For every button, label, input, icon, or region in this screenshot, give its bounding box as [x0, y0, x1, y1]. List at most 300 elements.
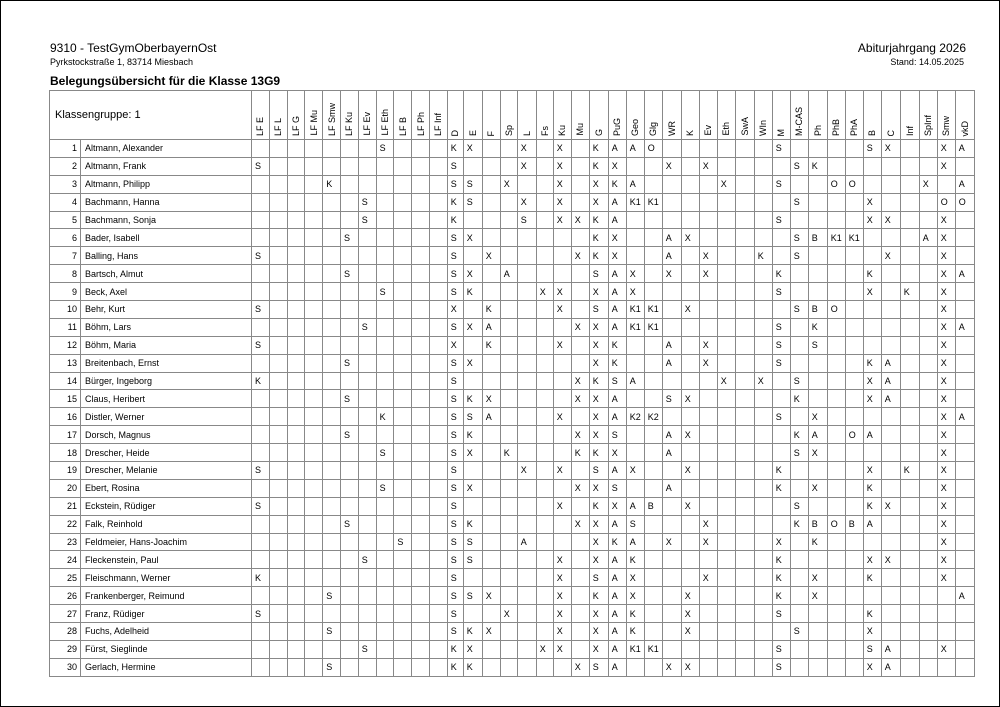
course-cell: X — [626, 265, 644, 283]
course-cell — [376, 551, 394, 569]
row-number: 16 — [50, 408, 81, 426]
course-cell: K — [772, 479, 790, 497]
column-header — [881, 91, 900, 140]
course-cell: X — [681, 301, 699, 319]
course-cell — [340, 372, 358, 390]
course-cell — [955, 247, 974, 265]
course-cell — [269, 587, 287, 605]
course-cell — [571, 551, 589, 569]
student-name: Drescher, Heide — [81, 444, 252, 462]
course-cell — [790, 175, 808, 193]
course-cell: X — [937, 640, 955, 658]
course-cell — [536, 623, 553, 641]
course-cell: K — [589, 211, 608, 229]
course-cell — [754, 497, 772, 515]
course-cell — [482, 265, 500, 283]
course-cell: X — [463, 444, 482, 462]
course-cell — [845, 211, 863, 229]
course-cell: K — [589, 497, 608, 515]
course-cell — [252, 640, 270, 658]
course-cell — [305, 283, 323, 301]
course-cell — [500, 140, 517, 158]
row-number: 17 — [50, 426, 81, 444]
column-header — [589, 91, 608, 140]
row-number: 26 — [50, 587, 81, 605]
row-number: 9 — [50, 283, 81, 301]
course-cell: X — [553, 408, 571, 426]
course-cell — [790, 211, 808, 229]
course-cell — [644, 623, 662, 641]
course-cell — [358, 390, 376, 408]
course-cell — [827, 265, 845, 283]
course-cell — [252, 479, 270, 497]
course-cell — [754, 533, 772, 551]
school-name: 9310 - TestGymOberbayernOst — [50, 41, 217, 55]
course-cell: A — [608, 140, 626, 158]
course-cell — [845, 658, 863, 676]
course-cell — [790, 605, 808, 623]
course-cell — [808, 605, 827, 623]
course-cell — [252, 211, 270, 229]
column-header-label: M-CAS — [794, 107, 805, 136]
course-cell: S — [376, 283, 394, 301]
course-cell: A — [482, 408, 500, 426]
course-cell — [463, 301, 482, 319]
course-cell — [376, 193, 394, 211]
course-cell: A — [863, 426, 881, 444]
course-cell — [699, 587, 717, 605]
course-cell — [376, 587, 394, 605]
course-cell — [863, 318, 881, 336]
course-cell — [269, 283, 287, 301]
course-cell: X — [589, 640, 608, 658]
course-cell — [919, 462, 937, 480]
course-cell — [340, 623, 358, 641]
row-number: 18 — [50, 444, 81, 462]
course-cell — [919, 211, 937, 229]
table-row — [50, 658, 975, 676]
course-cell — [429, 390, 447, 408]
student-name: Beck, Axel — [81, 283, 252, 301]
course-cell — [323, 372, 341, 390]
course-cell: K — [447, 658, 463, 676]
course-cell — [571, 462, 589, 480]
course-cell — [699, 444, 717, 462]
course-cell — [376, 640, 394, 658]
course-cell — [644, 354, 662, 372]
course-cell — [900, 408, 919, 426]
course-cell: K — [463, 515, 482, 533]
course-cell — [517, 247, 536, 265]
course-cell — [881, 408, 900, 426]
course-cell — [827, 157, 845, 175]
course-cell: K — [589, 140, 608, 158]
course-cell — [323, 318, 341, 336]
course-cell — [358, 444, 376, 462]
course-cell: X — [662, 658, 681, 676]
course-cell — [553, 444, 571, 462]
course-cell — [376, 426, 394, 444]
course-cell — [845, 408, 863, 426]
course-cell — [699, 426, 717, 444]
course-cell: X — [608, 157, 626, 175]
course-cell — [305, 211, 323, 229]
course-cell — [500, 301, 517, 319]
course-cell — [735, 462, 754, 480]
course-cell: K — [790, 426, 808, 444]
course-cell — [323, 497, 341, 515]
course-cell — [500, 569, 517, 587]
course-cell — [358, 247, 376, 265]
course-cell — [358, 140, 376, 158]
course-cell — [358, 515, 376, 533]
course-cell: X — [589, 354, 608, 372]
course-cell — [699, 372, 717, 390]
course-cell: S — [447, 372, 463, 390]
course-cell: S — [252, 462, 270, 480]
course-cell: A — [955, 318, 974, 336]
course-cell — [845, 551, 863, 569]
course-cell — [900, 354, 919, 372]
course-cell — [517, 497, 536, 515]
course-cell — [717, 318, 735, 336]
course-cell — [571, 640, 589, 658]
course-cell: X — [881, 247, 900, 265]
page-title: Belegungsübersicht für die Klasse 13G9 — [50, 74, 281, 88]
column-header-label: Ph — [812, 124, 823, 136]
table-row — [50, 497, 975, 515]
course-cell — [305, 301, 323, 319]
course-cell — [717, 140, 735, 158]
course-cell — [287, 211, 305, 229]
course-cell — [681, 336, 699, 354]
course-cell — [358, 587, 376, 605]
course-cell: S — [772, 605, 790, 623]
course-cell — [517, 175, 536, 193]
course-cell: A — [863, 515, 881, 533]
course-cell — [735, 175, 754, 193]
course-cell — [323, 265, 341, 283]
course-cell — [571, 229, 589, 247]
course-cell — [845, 640, 863, 658]
course-cell: X — [681, 462, 699, 480]
course-cell — [626, 658, 644, 676]
course-cell — [699, 623, 717, 641]
course-cell — [845, 318, 863, 336]
course-cell: S — [790, 623, 808, 641]
row-number: 30 — [50, 658, 81, 676]
course-cell — [323, 640, 341, 658]
course-cell: S — [772, 283, 790, 301]
course-cell: K1 — [626, 640, 644, 658]
course-cell — [269, 444, 287, 462]
course-cell: X — [937, 390, 955, 408]
course-cell — [955, 551, 974, 569]
course-cell — [323, 247, 341, 265]
table-row — [50, 211, 975, 229]
course-cell — [287, 175, 305, 193]
course-cell — [305, 157, 323, 175]
table-row — [50, 247, 975, 265]
course-cell: X — [937, 211, 955, 229]
course-cell: X — [589, 336, 608, 354]
course-cell: X — [808, 444, 827, 462]
course-cell — [626, 229, 644, 247]
course-cell — [429, 211, 447, 229]
graduation-year: Abiturjahrgang 2026 — [857, 41, 966, 55]
course-cell — [482, 229, 500, 247]
course-cell — [500, 640, 517, 658]
course-cell — [482, 283, 500, 301]
course-cell — [536, 426, 553, 444]
course-cell: K — [589, 372, 608, 390]
course-cell — [517, 336, 536, 354]
course-cell — [323, 301, 341, 319]
course-cell — [845, 354, 863, 372]
course-cell: S — [463, 533, 482, 551]
course-cell — [937, 605, 955, 623]
course-cell: X — [482, 247, 500, 265]
row-number: 6 — [50, 229, 81, 247]
course-cell — [394, 390, 412, 408]
course-cell — [772, 497, 790, 515]
course-cell — [482, 515, 500, 533]
course-cell — [358, 301, 376, 319]
course-cell — [662, 372, 681, 390]
course-cell — [394, 515, 412, 533]
course-cell — [412, 479, 430, 497]
course-cell: X — [482, 390, 500, 408]
course-cell: O — [937, 193, 955, 211]
course-cell — [808, 658, 827, 676]
course-cell — [881, 193, 900, 211]
student-name: Breitenbach, Ernst — [81, 354, 252, 372]
course-cell: K — [863, 265, 881, 283]
course-cell: X — [571, 658, 589, 676]
course-cell — [717, 515, 735, 533]
course-cell: A — [608, 569, 626, 587]
course-cell — [790, 533, 808, 551]
course-cell — [772, 247, 790, 265]
course-cell: S — [808, 336, 827, 354]
course-cell — [644, 211, 662, 229]
row-number: 22 — [50, 515, 81, 533]
course-cell — [376, 318, 394, 336]
course-cell — [517, 426, 536, 444]
course-cell — [358, 533, 376, 551]
course-cell: K — [447, 640, 463, 658]
course-cell — [863, 229, 881, 247]
table-row — [50, 444, 975, 462]
course-cell — [412, 283, 430, 301]
course-cell — [553, 372, 571, 390]
course-cell — [252, 658, 270, 676]
student-name: Ebert, Rosina — [81, 479, 252, 497]
course-cell — [500, 587, 517, 605]
course-cell — [429, 658, 447, 676]
course-cell — [305, 587, 323, 605]
course-cell — [394, 265, 412, 283]
course-cell: A — [881, 372, 900, 390]
course-cell — [536, 533, 553, 551]
course-cell — [394, 551, 412, 569]
course-cell — [955, 372, 974, 390]
course-cell — [305, 229, 323, 247]
course-cell — [394, 140, 412, 158]
course-cell: B — [644, 497, 662, 515]
column-header — [376, 91, 394, 140]
course-cell — [429, 587, 447, 605]
column-header-label: WIn — [758, 119, 769, 136]
student-name: Falk, Reinhold — [81, 515, 252, 533]
course-cell — [340, 605, 358, 623]
course-cell — [287, 479, 305, 497]
course-cell — [323, 193, 341, 211]
course-cell — [662, 301, 681, 319]
course-cell: X — [608, 444, 626, 462]
course-cell — [429, 551, 447, 569]
column-header-label: K — [685, 129, 696, 136]
course-cell — [919, 301, 937, 319]
course-cell: O — [845, 426, 863, 444]
course-cell — [269, 569, 287, 587]
course-cell: K — [863, 605, 881, 623]
course-cell — [662, 640, 681, 658]
table-row — [50, 623, 975, 641]
course-cell — [305, 175, 323, 193]
course-cell: X — [863, 462, 881, 480]
course-cell — [919, 193, 937, 211]
course-cell — [937, 587, 955, 605]
course-cell — [881, 587, 900, 605]
course-cell — [252, 623, 270, 641]
course-cell — [919, 372, 937, 390]
course-cell: K — [863, 497, 881, 515]
course-cell — [955, 462, 974, 480]
course-cell — [699, 318, 717, 336]
course-cell — [553, 390, 571, 408]
course-cell: X — [463, 640, 482, 658]
course-cell — [287, 515, 305, 533]
course-cell — [482, 462, 500, 480]
course-cell: K — [790, 390, 808, 408]
course-cell — [662, 515, 681, 533]
course-cell — [323, 479, 341, 497]
student-name: Fleischmann, Werner — [81, 569, 252, 587]
course-cell — [358, 175, 376, 193]
course-cell — [900, 426, 919, 444]
course-cell: X — [681, 229, 699, 247]
course-cell — [269, 336, 287, 354]
course-cell — [772, 301, 790, 319]
course-cell — [394, 211, 412, 229]
course-cell: S — [863, 640, 881, 658]
course-cell: A — [608, 390, 626, 408]
course-cell — [681, 157, 699, 175]
course-cell — [863, 175, 881, 193]
course-cell: X — [571, 426, 589, 444]
course-cell — [808, 140, 827, 158]
course-cell: A — [608, 211, 626, 229]
column-header-label: E — [467, 129, 478, 136]
course-cell — [790, 283, 808, 301]
course-cell — [269, 247, 287, 265]
course-cell: X — [536, 283, 553, 301]
course-cell — [699, 479, 717, 497]
course-cell — [644, 515, 662, 533]
course-cell: K — [376, 408, 394, 426]
course-cell — [500, 318, 517, 336]
course-cell — [412, 247, 430, 265]
course-cell — [429, 426, 447, 444]
student-name: Feldmeier, Hans-Joachim — [81, 533, 252, 551]
course-cell — [735, 193, 754, 211]
course-cell — [463, 497, 482, 515]
course-cell: X — [937, 301, 955, 319]
course-cell: X — [699, 336, 717, 354]
course-cell — [571, 265, 589, 283]
course-cell: O — [827, 301, 845, 319]
course-cell — [536, 587, 553, 605]
course-cell: K1 — [644, 640, 662, 658]
course-cell — [323, 533, 341, 551]
course-cell — [482, 175, 500, 193]
course-cell — [269, 157, 287, 175]
course-cell — [827, 479, 845, 497]
course-cell: X — [662, 157, 681, 175]
table-row — [50, 354, 975, 372]
course-cell — [919, 336, 937, 354]
course-cell — [358, 605, 376, 623]
course-cell — [536, 247, 553, 265]
course-cell — [269, 479, 287, 497]
course-cell — [412, 497, 430, 515]
column-header — [269, 91, 287, 140]
course-cell: X — [447, 301, 463, 319]
course-cell — [394, 318, 412, 336]
course-cell — [881, 265, 900, 283]
table-row — [50, 372, 975, 390]
course-cell — [571, 175, 589, 193]
course-cell: K — [863, 479, 881, 497]
course-cell — [340, 640, 358, 658]
course-cell — [340, 551, 358, 569]
course-cell — [644, 533, 662, 551]
course-cell — [340, 283, 358, 301]
course-cell — [536, 479, 553, 497]
course-cell: S — [323, 623, 341, 641]
table-row — [50, 175, 975, 193]
course-cell: X — [937, 462, 955, 480]
course-cell: X — [571, 247, 589, 265]
course-cell — [681, 640, 699, 658]
course-cell — [553, 318, 571, 336]
course-cell — [644, 444, 662, 462]
course-cell: S — [626, 515, 644, 533]
course-cell — [394, 479, 412, 497]
course-cell — [376, 211, 394, 229]
course-cell — [340, 247, 358, 265]
course-cell — [754, 623, 772, 641]
column-header-label: Sp — [503, 124, 514, 136]
course-cell — [412, 390, 430, 408]
course-cell — [412, 301, 430, 319]
course-cell: A — [881, 658, 900, 676]
course-cell — [376, 157, 394, 175]
course-cell — [845, 390, 863, 408]
course-cell: A — [626, 372, 644, 390]
course-cell: S — [358, 193, 376, 211]
